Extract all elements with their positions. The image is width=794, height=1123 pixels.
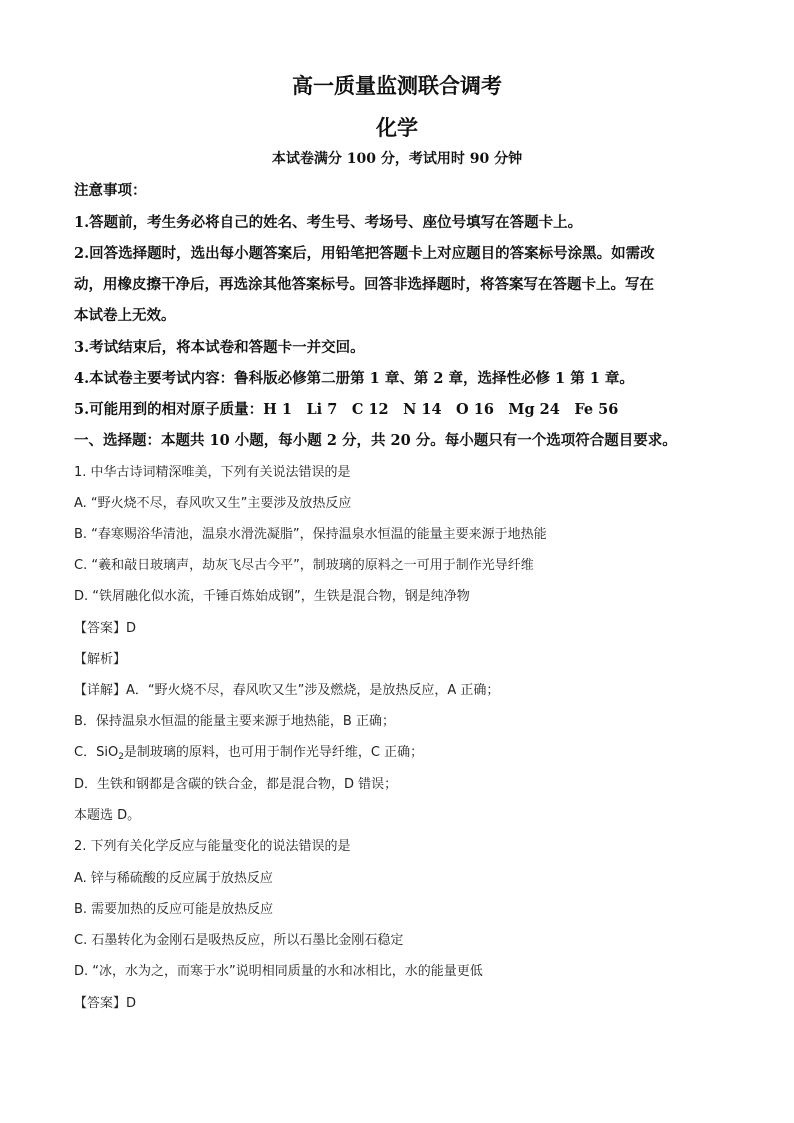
notes-heading: 注意事项： <box>74 182 147 199</box>
exam-title: 高一质量监测联合调考 <box>292 73 502 98</box>
question-2-option-a: A. 锌与稀硫酸的反应属于放热反应 <box>74 871 273 886</box>
note-2-line-1: 2.回答选择题时，选出每小题答案后，用铅笔把答题卡上对应题目的答案标号涂黑。如需改 <box>74 245 655 262</box>
detail-c-suffix: 是制玻璃的原料，也可用于制作光导纤维，C 正确； <box>123 745 424 760</box>
question-1-detail-b: B．保持温泉水恒温的能量主要来源于地热能，B 正确； <box>74 714 395 729</box>
note-1: 1.答题前，考生务必将自己的姓名、考生号、考场号、座位号填写在答题卡上。 <box>74 214 583 231</box>
question-2-option-d: D. “冰，水为之，而寒于水”说明相同质量的水和冰相比，水的能量更低 <box>74 964 483 979</box>
question-1-stem: 1. 中华古诗词精深唯美，下列有关说法错误的是 <box>74 465 351 480</box>
exam-info: 本试卷满分 100 分，考试用时 90 分钟 <box>271 151 523 167</box>
detail-c-prefix: C．SiO <box>74 745 119 760</box>
question-1-option-d: D. “铁屑融化似水流，千锤百炼始成钢”，生铁是混合物，钢是纯净物 <box>74 589 470 604</box>
question-1-detail-a: 【详解】A．“野火烧不尽，春风吹又生”涉及燃烧，是放热反应，A 正确； <box>74 683 500 698</box>
note-3: 3.考试结束后，将本试卷和答题卡一并交回。 <box>74 339 365 356</box>
question-1-answer: 【答案】D <box>74 621 137 636</box>
question-2-answer: 【答案】D <box>74 996 137 1011</box>
note-5: 5.可能用到的相对原子质量：H 1 Li 7 C 12 N 14 O 16 Mg 24 Fe 56 <box>74 401 619 418</box>
detail-c-subscript: 2 <box>118 752 124 762</box>
note-2-line-2: 动，用橡皮擦干净后，再选涂其他答案标号。回答非选择题时，将答案写在答题卡上。写在 <box>74 276 654 293</box>
question-2-stem: 2. 下列有关化学反应与能量变化的说法错误的是 <box>74 839 351 854</box>
section-1-heading: 一、选择题：本题共 10 小题，每小题 2 分，共 20 分。每小题只有一个选项符合题目要求。 <box>74 432 677 449</box>
note-2-line-3: 本试卷上无效。 <box>74 307 176 324</box>
question-1-detail-d: D．生铁和钢都是含碳的铁合金，都是混合物，D 错误； <box>74 777 398 792</box>
question-1-option-b: B. “春寒赐浴华清池，温泉水滑洗凝脂”，保持温泉水恒温的能量主要来源于地热能 <box>74 527 547 542</box>
note-4: 4.本试卷主要考试内容：鲁科版必修第二册第 1 章、第 2 章，选择性必修 1 第 1 章。 <box>74 370 634 387</box>
question-1-analysis-label: 【解析】 <box>74 652 127 667</box>
subject-title: 化学 <box>376 115 418 140</box>
question-1-option-a: A. “野火烧不尽，春风吹又生”主要涉及放热反应 <box>74 496 352 511</box>
question-2-option-c: C. 石墨转化为金刚石是吸热反应，所以石墨比金刚石稳定 <box>74 933 404 948</box>
question-1-conclusion: 本题选 D。 <box>74 808 141 823</box>
question-1-detail-c <box>74 744 423 762</box>
question-2-option-b: B. 需要加热的反应可能是放热反应 <box>74 902 274 917</box>
question-1-option-c: C. “羲和敲日玻璃声，劫灰飞尽古今平”，制玻璃的原料之一可用于制作光导纤维 <box>74 558 534 573</box>
